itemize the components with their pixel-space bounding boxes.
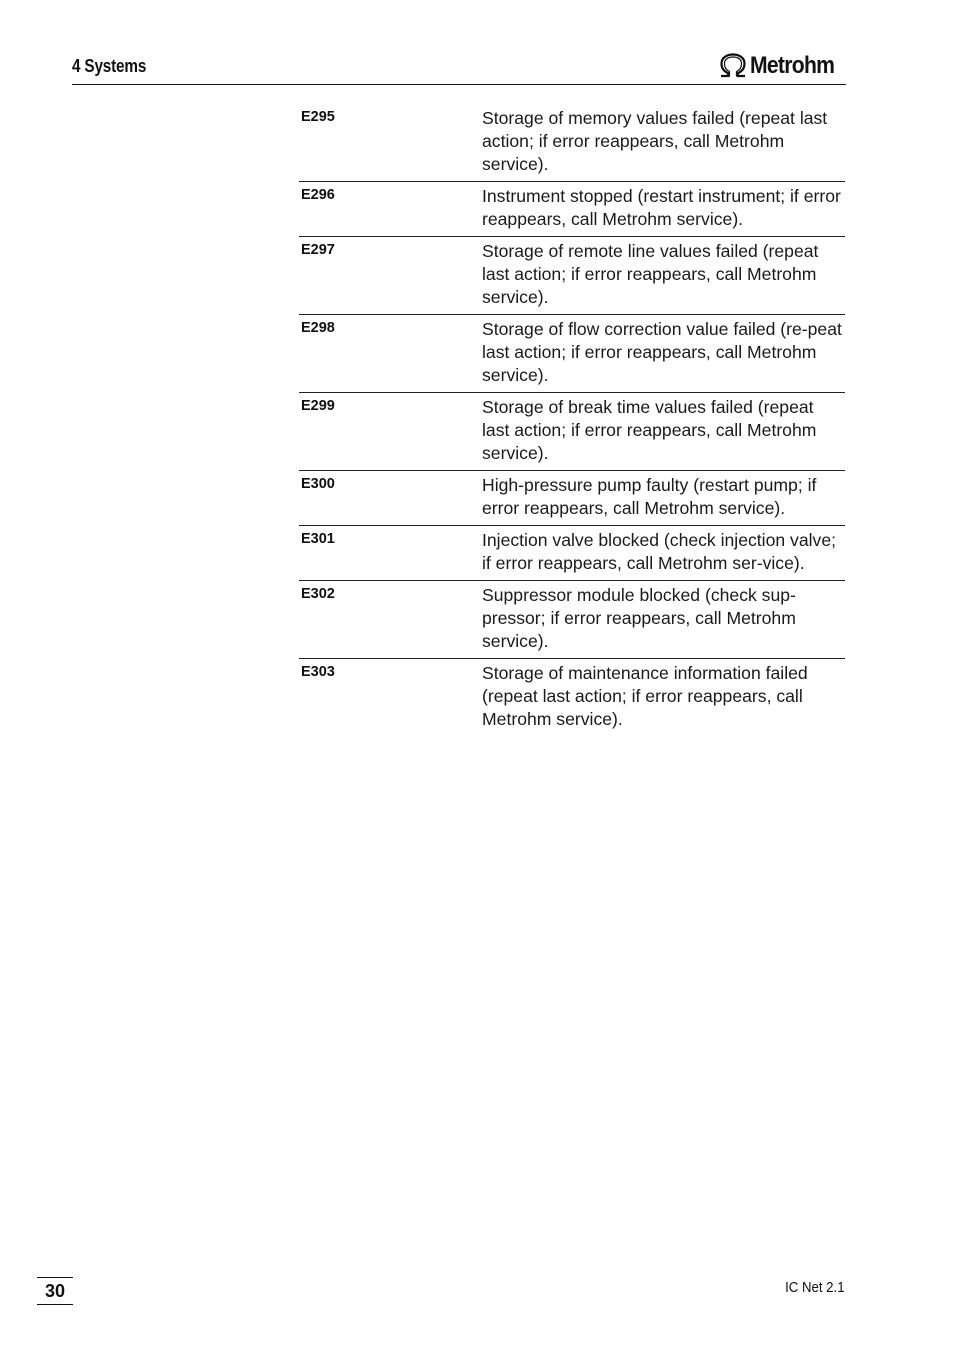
table-row <box>299 104 845 182</box>
error-code: E297 <box>301 242 335 258</box>
product-name: IC Net 2.1 <box>785 1279 845 1296</box>
table-row <box>299 237 845 315</box>
omega-logo-icon <box>718 53 748 79</box>
section-title: 4 Systems <box>72 56 147 76</box>
error-description: Storage of maintenance information failed (repeat last action; if error reappears, call Metrohm service). <box>482 663 808 729</box>
brand-logo <box>718 52 846 80</box>
error-code: E299 <box>301 398 335 414</box>
error-code: E300 <box>301 476 335 492</box>
table-row <box>299 315 845 393</box>
error-code: E301 <box>301 531 335 547</box>
error-code-table <box>299 104 845 736</box>
error-code: E295 <box>301 109 335 125</box>
table-row <box>299 182 845 237</box>
brand-name: Metrohm <box>750 52 835 79</box>
error-code: E296 <box>301 187 335 203</box>
table-row <box>299 659 845 736</box>
table-row <box>299 581 845 659</box>
error-description: Storage of memory values failed (repeat last action; if error reappears, call Metrohm service). <box>482 108 828 174</box>
error-description: High-pressure pump faulty (restart pump; if error reappears, call Metrohm service). <box>482 475 817 518</box>
error-description: Storage of break time values failed (repeat last action; if error reappears, call Metrohm service). <box>482 397 817 463</box>
error-description: Instrument stopped (restart instrument; if error reappears, call Metrohm service). <box>482 186 841 229</box>
error-description: Injection valve blocked (check injection valve; if error reappears, call Metrohm ser-vice). <box>482 530 837 573</box>
error-code: E298 <box>301 320 335 336</box>
table-row <box>299 471 845 526</box>
page-header <box>72 52 846 85</box>
error-code: E303 <box>301 664 335 680</box>
error-code: E302 <box>301 586 335 602</box>
page-number: 30 <box>37 1277 73 1305</box>
error-description: Storage of flow correction value failed (re-peat last action; if error reappears, call Metrohm service). <box>482 319 842 385</box>
error-description: Suppressor module blocked (check sup-pressor; if error reappears, call Metrohm service). <box>482 585 796 651</box>
table-row <box>299 526 845 581</box>
error-description: Storage of remote line values failed (repeat last action; if error reappears, call Metrohm service). <box>482 241 819 307</box>
table-row <box>299 393 845 471</box>
